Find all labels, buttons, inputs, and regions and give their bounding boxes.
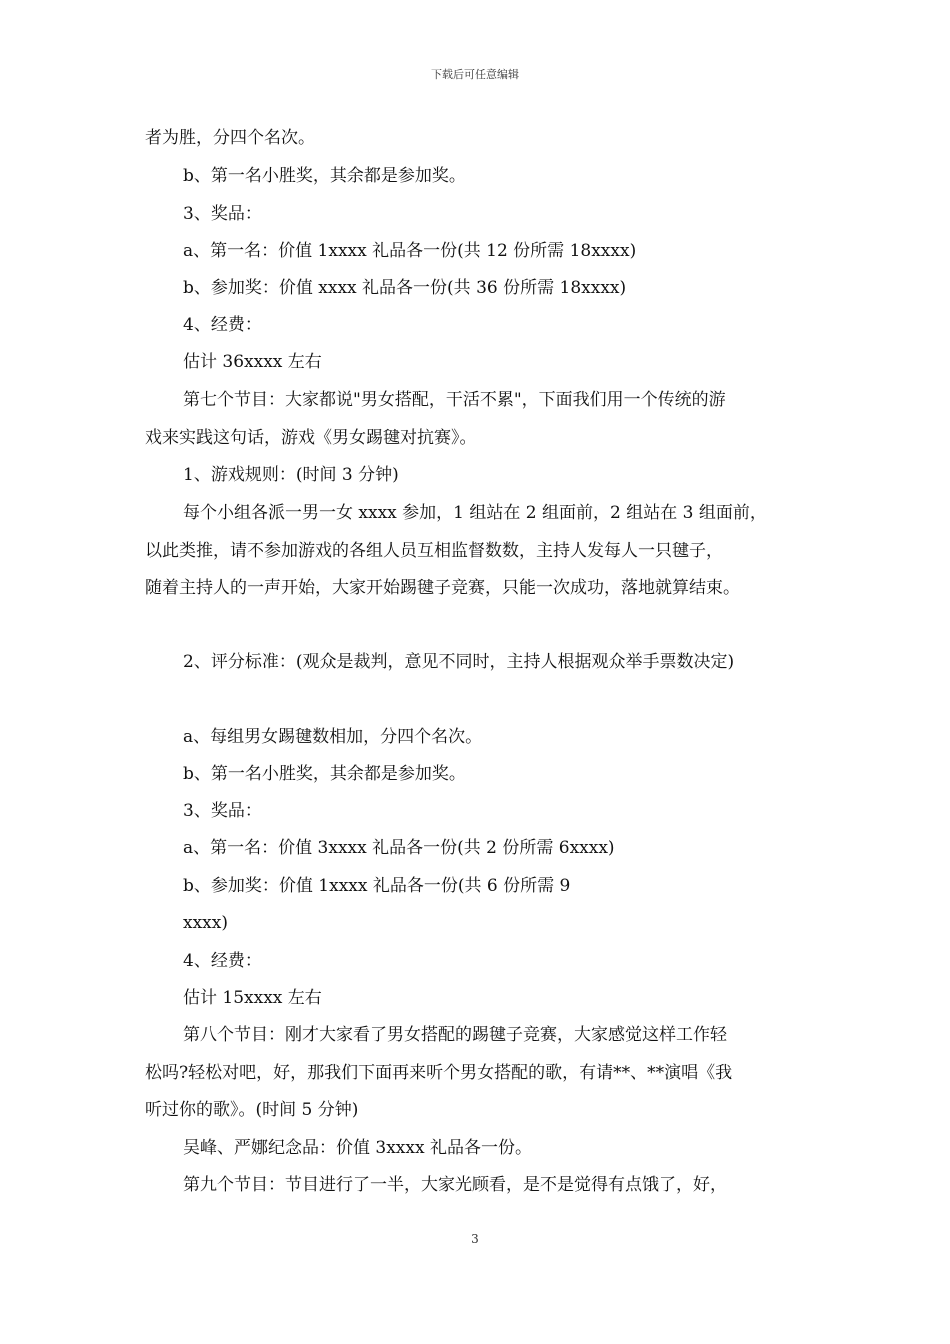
body-line: b、参加奖：价值 xxxx 礼品各一份(共 36 份所需 18xxxx) <box>183 278 627 298</box>
page-header: 下载后可任意编辑 <box>431 68 519 81</box>
body-line: 戏来实践这句话，游戏《男女踢毽对抗赛》。 <box>145 428 477 448</box>
body-line: xxxx) <box>183 913 228 933</box>
body-line: 松吗?轻松对吧，好，那我们下面再来听个男女搭配的歌，有请**、**演唱《我 <box>145 1063 733 1083</box>
body-line: a、第一名：价值 1xxxx 礼品各一份(共 12 份所需 18xxxx) <box>183 241 637 261</box>
body-line: 随着主持人的一声开始，大家开始踢毽子竞赛，只能一次成功，落地就算结束。 <box>145 578 740 598</box>
body-line: 者为胜，分四个名次。 <box>145 128 315 148</box>
body-line: 第八个节目：刚才大家看了男女搭配的踢毽子竞赛，大家感觉这样工作轻 <box>183 1025 727 1045</box>
body-line: 4、经费： <box>183 951 262 971</box>
body-line: 吴峰、严娜纪念品：价值 3xxxx 礼品各一份。 <box>183 1138 532 1158</box>
body-line: 估计 36xxxx 左右 <box>183 352 322 372</box>
body-line: 2、评分标准：(观众是裁判，意见不同时，主持人根据观众举手票数决定) <box>183 652 735 672</box>
body-line: b、第一名小胜奖，其余都是参加奖。 <box>183 166 466 186</box>
body-line: 3、奖品： <box>183 204 262 224</box>
body-line: 第七个节目：大家都说"男女搭配，干活不累"，下面我们用一个传统的游 <box>183 390 726 410</box>
body-line: 1、游戏规则：(时间 3 分钟) <box>183 465 399 485</box>
body-line: 听过你的歌》。(时间 5 分钟) <box>145 1100 359 1120</box>
body-line: 每个小组各派一男一女 xxxx 参加，1 组站在 2 组面前，2 组站在 3 组面前， <box>183 503 767 523</box>
body-line: 3、奖品： <box>183 801 262 821</box>
body-line: 以此类推，请不参加游戏的各组人员互相监督数数，主持人发每人一只毽子， <box>145 541 723 561</box>
body-line: a、每组男女踢毽数相加，分四个名次。 <box>183 727 483 747</box>
body-line: b、参加奖：价值 1xxxx 礼品各一份(共 6 份所需 9 <box>183 876 571 896</box>
body-line: b、第一名小胜奖，其余都是参加奖。 <box>183 764 466 784</box>
body-line: a、第一名：价值 3xxxx 礼品各一份(共 2 份所需 6xxxx) <box>183 838 615 858</box>
body-line: 4、经费： <box>183 315 262 335</box>
page-number: 3 <box>471 1232 479 1246</box>
body-line: 估计 15xxxx 左右 <box>183 988 322 1008</box>
body-line: 第九个节目：节目进行了一半，大家光顾看，是不是觉得有点饿了，好， <box>183 1175 727 1195</box>
